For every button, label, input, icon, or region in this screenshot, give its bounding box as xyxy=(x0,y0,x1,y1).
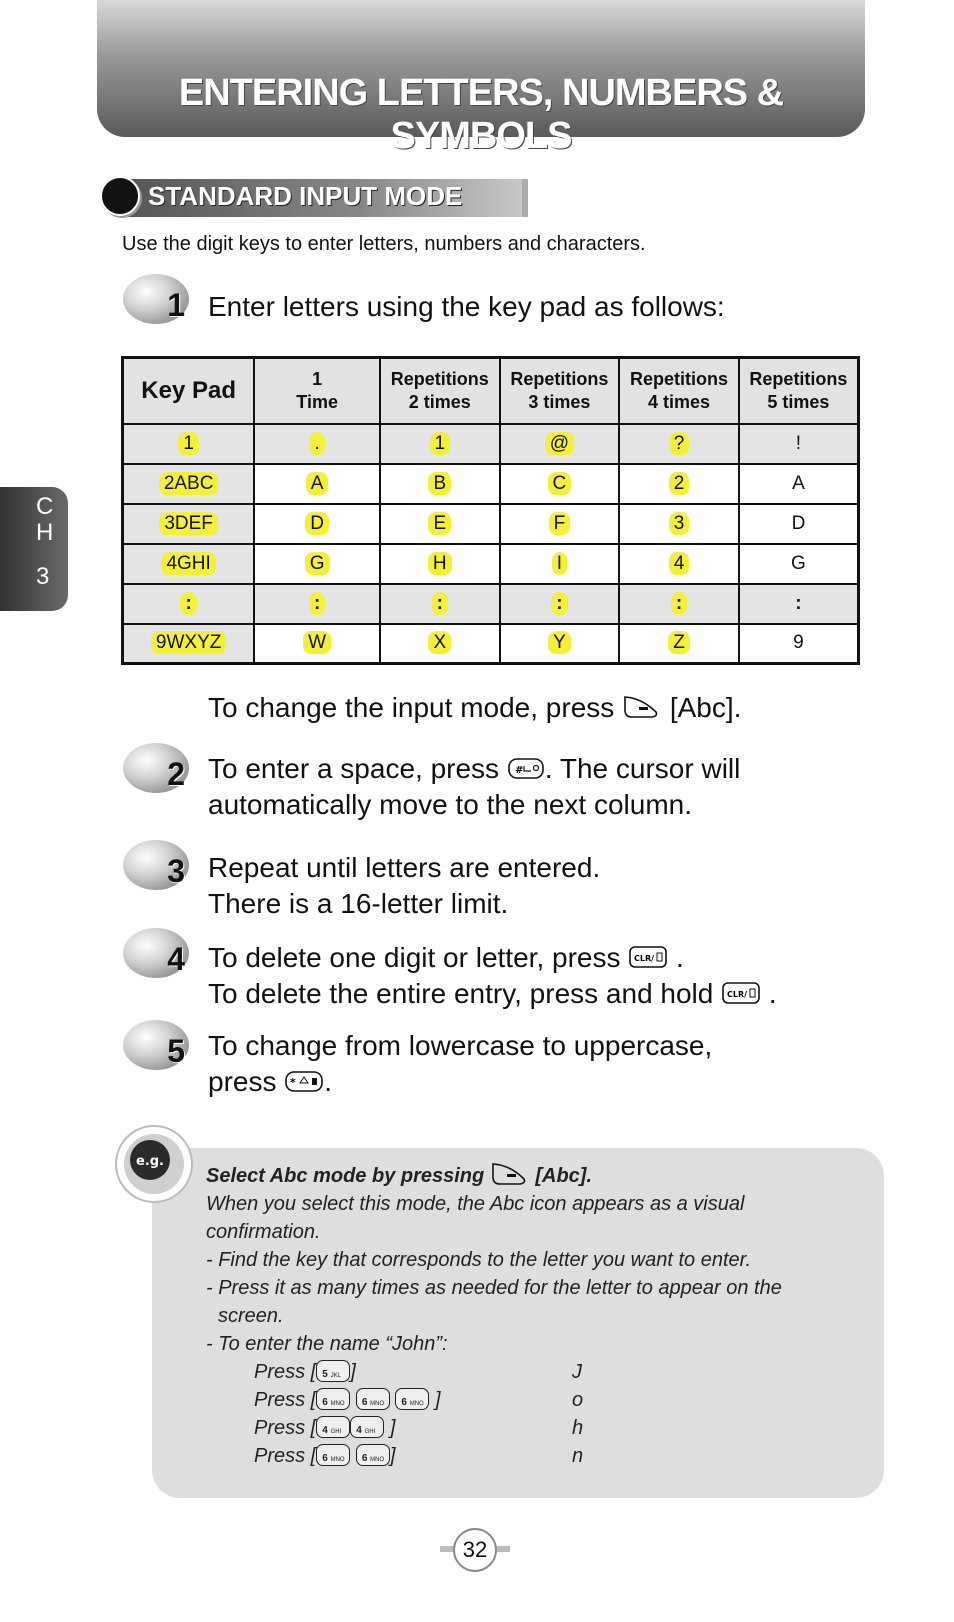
example-line-4: - Find the key that corresponds to the letter you want to enter. xyxy=(206,1249,752,1271)
table-header-row xyxy=(123,358,859,424)
table-header xyxy=(254,358,380,424)
key-6-icon xyxy=(356,1388,390,1410)
key-6-icon xyxy=(356,1444,390,1466)
table-header xyxy=(619,358,739,424)
page-number-deco-left xyxy=(440,1546,454,1552)
step-number: 1 xyxy=(167,287,185,323)
cell-value: 3 xyxy=(669,512,690,535)
header-line: 1 xyxy=(312,368,323,389)
clear-key-icon xyxy=(721,980,761,1006)
cell-value: A xyxy=(306,472,329,495)
table-cell xyxy=(619,624,739,664)
cell-value: 1 xyxy=(430,432,451,455)
table-cell xyxy=(123,584,255,624)
step-1-marker xyxy=(123,274,189,324)
table-cell xyxy=(500,584,620,624)
cell-value: Y xyxy=(548,631,571,654)
svg-text:*: * xyxy=(290,1075,297,1089)
chapter-tab-h: H xyxy=(36,519,54,546)
header-line: Repetitions xyxy=(510,368,609,389)
cell-value: ? xyxy=(669,432,690,455)
cell-value: E xyxy=(428,512,451,535)
press-row-o xyxy=(254,1386,441,1414)
step-2-marker xyxy=(123,743,189,793)
table-cell xyxy=(380,544,500,584)
step-5-line-a: To change from lowercase to uppercase, xyxy=(208,1030,713,1061)
table-cell xyxy=(500,424,620,464)
header-line: 2 times xyxy=(408,391,471,412)
cell-value: 4GHI xyxy=(161,552,215,575)
cell-value: G xyxy=(791,552,806,574)
table-cell xyxy=(254,424,380,464)
key-6-icon xyxy=(316,1388,350,1410)
table-cell xyxy=(739,424,859,464)
cell-value: : xyxy=(309,592,325,615)
press-close: ] xyxy=(389,1445,396,1467)
abc-label: [Abc]. xyxy=(669,692,742,723)
key-letters: MNO xyxy=(409,1400,424,1407)
table-cell xyxy=(254,544,380,584)
cell-value: 3DEF xyxy=(159,512,218,535)
step-2-line-b: . The cursor will xyxy=(544,753,741,784)
cell-value: A xyxy=(792,472,805,494)
key-5-icon xyxy=(316,1360,350,1382)
cell-value: D xyxy=(791,512,806,534)
table-cell xyxy=(619,544,739,584)
step-3-marker xyxy=(123,840,189,890)
letter-n: n xyxy=(572,1445,584,1467)
keypad-table xyxy=(121,356,860,665)
cell-value: : xyxy=(551,592,567,615)
letter-h: h xyxy=(572,1417,584,1439)
key-letters: MNO xyxy=(330,1456,345,1463)
step-1-text: Enter letters using the key pad as follows: xyxy=(208,291,725,322)
table-cell xyxy=(254,464,380,504)
table-cell xyxy=(123,624,255,664)
step-number: 2 xyxy=(167,756,185,792)
table-row xyxy=(123,544,859,584)
cell-value: : xyxy=(180,592,196,615)
press-label: Press [ xyxy=(254,1389,317,1411)
key-letters: JKL xyxy=(330,1372,341,1379)
header-line: Repetitions xyxy=(630,368,729,389)
step-4-text xyxy=(208,940,777,1012)
cell-value: : xyxy=(432,592,448,615)
cell-value: : xyxy=(795,592,802,614)
example-badge-icon xyxy=(112,1122,196,1206)
table-cell xyxy=(619,424,739,464)
key-letters: MNO xyxy=(330,1400,345,1407)
page-title: ENTERING LETTERS, NUMBERS & SYMBOLS xyxy=(178,72,784,157)
star-key-icon xyxy=(284,1068,324,1094)
example-line-6: screen. xyxy=(218,1305,284,1327)
table-cell xyxy=(123,504,255,544)
left-softkey-icon xyxy=(490,1161,530,1187)
step-number: 5 xyxy=(167,1033,185,1069)
step-2-text xyxy=(208,751,740,823)
step-number: 4 xyxy=(167,941,185,977)
left-softkey-icon xyxy=(622,694,662,720)
table-cell xyxy=(500,464,620,504)
cell-value: 2 xyxy=(669,472,690,495)
svg-text:CLR/: CLR/ xyxy=(727,989,748,999)
table-row xyxy=(123,504,859,544)
table-row xyxy=(123,624,859,664)
chapter-tab-c: C xyxy=(36,493,54,520)
table-cell xyxy=(619,584,739,624)
example-line-1 xyxy=(206,1162,592,1190)
change-mode-label: To change the input mode, press xyxy=(208,692,615,723)
letter-o: o xyxy=(572,1389,584,1411)
cell-value: I xyxy=(552,552,567,575)
header-line: Time xyxy=(296,391,338,412)
cell-value: ! xyxy=(795,432,802,454)
header-line: 3 times xyxy=(528,391,591,412)
table-cell xyxy=(380,504,500,544)
table-cell xyxy=(254,624,380,664)
key-4-icon xyxy=(316,1416,350,1438)
step-5-line-c: . xyxy=(324,1066,333,1097)
table-header xyxy=(739,358,859,424)
step-number: 3 xyxy=(167,853,185,889)
table-cell xyxy=(739,504,859,544)
cell-value: 9 xyxy=(793,632,804,654)
cell-value: H xyxy=(428,552,452,575)
change-mode-text xyxy=(208,690,741,726)
table-cell xyxy=(380,584,500,624)
cell-value: : xyxy=(671,592,687,615)
section-bullet-icon xyxy=(100,176,140,216)
step-4-line-a: To delete one digit or letter, press xyxy=(208,942,621,973)
press-row-h xyxy=(254,1414,395,1442)
cell-value: 2ABC xyxy=(159,472,219,495)
cell-value: D xyxy=(305,512,329,535)
chapter-tab xyxy=(0,487,68,611)
step-2-line-c: automatically move to the next column. xyxy=(208,789,693,820)
cell-value: . xyxy=(309,432,324,455)
key-letters: GHI xyxy=(330,1428,342,1435)
step-5-line-b: press xyxy=(208,1066,277,1097)
table-cell xyxy=(739,464,859,504)
cell-value: 9WXYZ xyxy=(151,631,226,654)
table-row xyxy=(123,424,859,464)
example-line-5: - Press it as many times as needed for the letter to appear on the xyxy=(206,1277,782,1299)
page-number: 32 xyxy=(453,1528,497,1572)
space-key-icon xyxy=(507,755,545,781)
table-cell xyxy=(380,464,500,504)
table-row xyxy=(123,584,859,624)
press-close: ] xyxy=(434,1389,441,1411)
page-number-deco-right xyxy=(496,1546,510,1552)
cell-value: F xyxy=(549,512,571,535)
header-line: 5 times xyxy=(767,391,830,412)
table-cell xyxy=(739,584,859,624)
press-label: Press [ xyxy=(254,1361,317,1383)
key-digit: 6 xyxy=(322,1396,328,1408)
step-4-line-d: . xyxy=(768,978,777,1009)
step-3-text xyxy=(208,850,600,922)
press-label: Press [ xyxy=(254,1417,317,1439)
press-row-j xyxy=(254,1358,356,1386)
letter-j: J xyxy=(572,1361,582,1383)
table-header xyxy=(500,358,620,424)
step-4-line-c: To delete the entire entry, press and hold xyxy=(208,978,714,1009)
key-letters: MNO xyxy=(370,1456,385,1463)
table-cell xyxy=(500,504,620,544)
cell-value: W xyxy=(303,631,331,654)
key-digit: 6 xyxy=(322,1452,328,1464)
table-header xyxy=(380,358,500,424)
table-cell xyxy=(123,544,255,584)
table-cell xyxy=(739,544,859,584)
example-line-1a: Select Abc mode by pressing xyxy=(206,1165,485,1187)
section-intro: Use the digit keys to enter letters, numbers and characters. xyxy=(122,233,646,255)
section-title-bar xyxy=(100,176,528,220)
cell-value: 4 xyxy=(669,552,690,575)
example-badge-label: e.g. xyxy=(136,1154,164,1169)
step-2-line-a: To enter a space, press xyxy=(208,753,500,784)
step-5-marker xyxy=(123,1020,189,1070)
cell-value: Z xyxy=(668,631,690,654)
example-line-3: confirmation. xyxy=(206,1221,321,1243)
step-5-text xyxy=(208,1028,712,1100)
header-line: Repetitions xyxy=(390,368,489,389)
key-letters: GHI xyxy=(364,1428,376,1435)
press-close: ] xyxy=(389,1417,396,1439)
svg-text:CLR/: CLR/ xyxy=(634,953,655,963)
press-label: Press [ xyxy=(254,1445,317,1467)
chapter-tab-number: 3 xyxy=(36,563,50,590)
key-6-icon xyxy=(395,1388,429,1410)
key-digit: 6 xyxy=(361,1452,368,1464)
key-digit: 4 xyxy=(356,1424,362,1436)
clear-key-icon xyxy=(628,944,668,970)
example-line-2: When you select this mode, the Abc icon appears as a visual xyxy=(206,1193,745,1215)
key-digit: 5 xyxy=(322,1368,328,1380)
step-3-line-a: Repeat until letters are entered. xyxy=(208,852,601,883)
table-cell xyxy=(619,504,739,544)
step-4-line-b: . xyxy=(676,942,684,973)
table-cell xyxy=(123,464,255,504)
table-cell xyxy=(123,424,255,464)
cell-value: G xyxy=(305,552,330,575)
cell-value: C xyxy=(548,472,572,495)
cell-value: B xyxy=(428,472,451,495)
step-4-marker xyxy=(123,928,189,978)
table-cell xyxy=(739,624,859,664)
example-line-7: - To enter the name “John”: xyxy=(206,1333,448,1355)
key-digit: 6 xyxy=(361,1396,368,1408)
example-line-1b: [Abc]. xyxy=(535,1165,593,1187)
header-line: Repetitions xyxy=(749,368,848,389)
press-close: ] xyxy=(350,1361,356,1383)
table-header: Key Pad xyxy=(123,358,255,424)
svg-text:#: # xyxy=(514,764,524,776)
table-cell xyxy=(500,544,620,584)
table-cell xyxy=(380,424,500,464)
cell-value: X xyxy=(428,631,451,654)
step-3-line-b: There is a 16-letter limit. xyxy=(208,888,509,919)
section-title: STANDARD INPUT MODE xyxy=(148,181,463,211)
table-cell xyxy=(254,504,380,544)
table-cell xyxy=(619,464,739,504)
cell-value: @ xyxy=(545,432,574,455)
key-4-icon xyxy=(350,1416,384,1438)
table-cell xyxy=(380,624,500,664)
press-row-n xyxy=(254,1442,395,1470)
key-6-icon xyxy=(316,1444,350,1466)
key-digit: 4 xyxy=(322,1424,328,1436)
key-digit: 6 xyxy=(401,1396,407,1408)
page-header xyxy=(97,0,865,157)
key-letters: MNO xyxy=(370,1400,385,1407)
table-row xyxy=(123,464,859,504)
table-cell xyxy=(254,584,380,624)
table-cell xyxy=(500,624,620,664)
header-line: 4 times xyxy=(648,391,711,412)
cell-value: 1 xyxy=(178,432,199,455)
